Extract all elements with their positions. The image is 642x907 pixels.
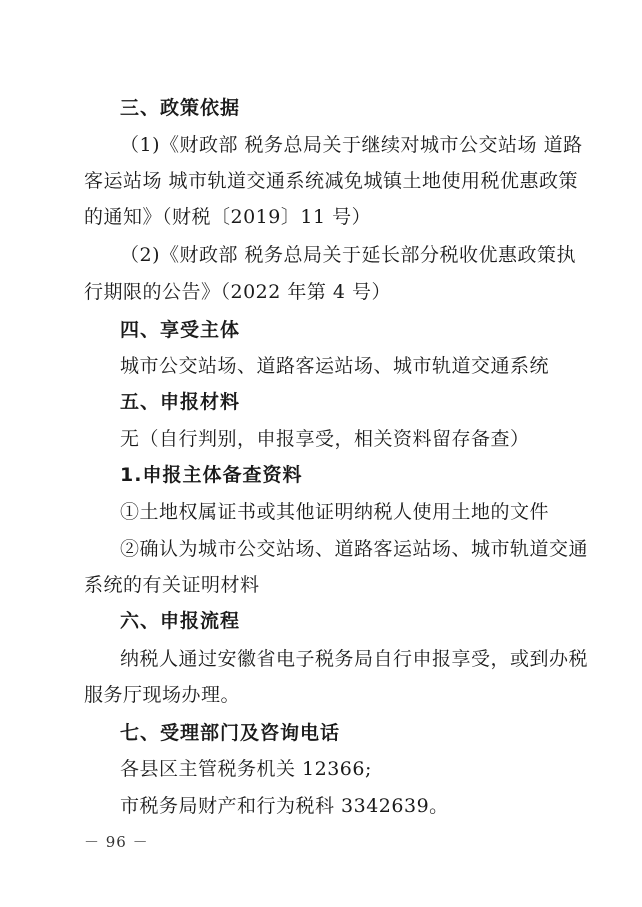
materials-item2-line1: ②确认为城市公交站场、道路客运站场、城市轨道交通 [120,538,589,560]
policy-ref1-line2: 客运站场 城市轨道交通系统减免城镇土地使用税优惠政策 [84,170,579,192]
materials-item2-line2: 系统的有关证明材料 [84,574,260,596]
policy-ref1-line1: （1)《财政部 税务总局关于继续对城市公交站场 道路 [120,134,583,156]
section-heading-policy: 三、政策依据 [120,97,241,119]
section-heading-materials: 五、申报材料 [120,391,241,413]
section-heading-contact: 七、受理部门及咨询电话 [120,722,341,744]
materials-subheading: 1.申报主体备查资料 [120,464,303,486]
process-line2: 服务厅现场办理。 [84,684,241,706]
policy-ref2-line2: 行期限的公告》（2022 年第 4 号） [84,281,392,303]
contact-line1: 各县区主管税务机关 12366; [120,758,372,780]
policy-ref2-line1: （2)《财政部 税务总局关于延长部分税收优惠政策执 [120,244,577,266]
page-number: － 96 － [84,833,149,851]
section-heading-process: 六、申报流程 [120,610,241,632]
subject-text: 城市公交站场、道路客运站场、城市轨道交通系统 [120,355,550,377]
materials-text: 无（自行判别，申报享受，相关资料留存备查） [120,428,530,450]
section-heading-subject: 四、享受主体 [120,319,241,341]
contact-line2: 市税务局财产和行为税科 3342639。 [120,795,449,817]
materials-item1: ①土地权属证书或其他证明纳税人使用土地的文件 [120,501,550,523]
policy-ref1-line3: 的通知》（财税〔2019〕11 号） [84,206,372,228]
process-line1: 纳税人通过安徽省电子税务局自行申报享受，或到办税 [120,648,589,670]
